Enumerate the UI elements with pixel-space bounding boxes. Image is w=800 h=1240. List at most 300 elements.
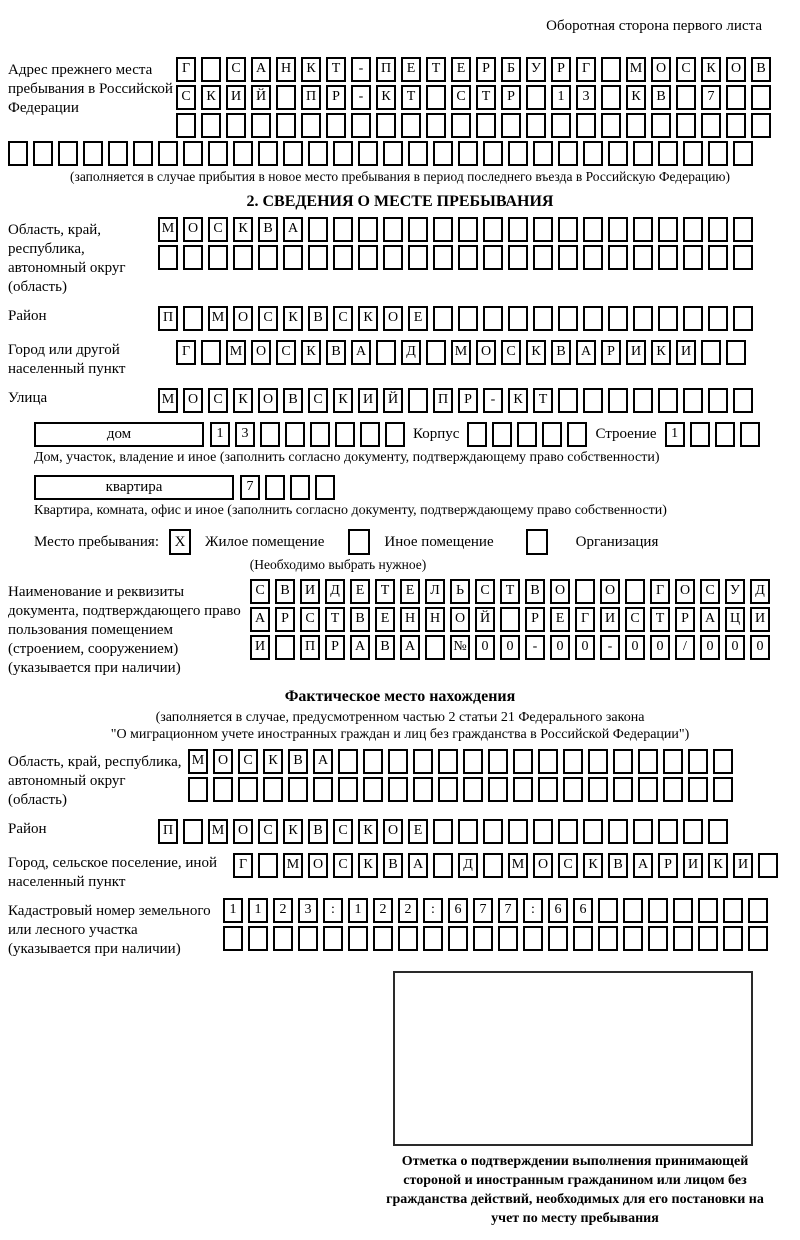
- char-cell[interactable]: [248, 926, 268, 951]
- char-cell[interactable]: [633, 388, 653, 413]
- char-cell[interactable]: 2: [373, 898, 393, 923]
- char-cell[interactable]: [492, 422, 512, 447]
- char-cell[interactable]: [376, 113, 396, 138]
- char-cell[interactable]: [663, 749, 683, 774]
- char-cell[interactable]: [448, 926, 468, 951]
- char-cell[interactable]: [683, 217, 703, 242]
- char-cell[interactable]: С: [501, 340, 521, 365]
- char-cell[interactable]: К: [233, 388, 253, 413]
- char-cell[interactable]: [183, 245, 203, 270]
- char-cell[interactable]: Н: [425, 607, 445, 632]
- char-cell[interactable]: [201, 340, 221, 365]
- char-cell[interactable]: [285, 422, 305, 447]
- char-cell[interactable]: [608, 217, 628, 242]
- char-cell[interactable]: 1: [348, 898, 368, 923]
- char-cell[interactable]: [583, 388, 603, 413]
- char-cell[interactable]: [651, 113, 671, 138]
- char-cell[interactable]: Й: [383, 388, 403, 413]
- char-cell[interactable]: [638, 777, 658, 802]
- char-cell[interactable]: [315, 475, 335, 500]
- char-cell[interactable]: [433, 141, 453, 166]
- char-cell[interactable]: М: [508, 853, 528, 878]
- char-cell[interactable]: С: [308, 388, 328, 413]
- char-cell[interactable]: [523, 926, 543, 951]
- char-cell[interactable]: 1: [248, 898, 268, 923]
- char-cell[interactable]: А: [408, 853, 428, 878]
- char-cell[interactable]: А: [400, 635, 420, 660]
- char-cell[interactable]: [476, 113, 496, 138]
- char-cell[interactable]: [613, 777, 633, 802]
- char-cell[interactable]: 0: [500, 635, 520, 660]
- char-cell[interactable]: [488, 749, 508, 774]
- char-cell[interactable]: [726, 340, 746, 365]
- char-cell[interactable]: С: [333, 853, 353, 878]
- char-cell[interactable]: [308, 141, 328, 166]
- char-cell[interactable]: В: [258, 217, 278, 242]
- char-cell[interactable]: [233, 141, 253, 166]
- char-cell[interactable]: Р: [601, 340, 621, 365]
- char-cell[interactable]: [423, 926, 443, 951]
- char-cell[interactable]: [473, 926, 493, 951]
- char-cell[interactable]: К: [333, 388, 353, 413]
- char-cell[interactable]: 1: [665, 422, 685, 447]
- char-cell[interactable]: [733, 245, 753, 270]
- char-cell[interactable]: М: [283, 853, 303, 878]
- char-cell[interactable]: [708, 141, 728, 166]
- char-cell[interactable]: 0: [475, 635, 495, 660]
- char-cell[interactable]: 1: [223, 898, 243, 923]
- char-cell[interactable]: Д: [458, 853, 478, 878]
- char-cell[interactable]: Д: [325, 579, 345, 604]
- char-cell[interactable]: В: [308, 306, 328, 331]
- char-cell[interactable]: Р: [326, 85, 346, 110]
- checkbox-zhiloe-pomeshchenie[interactable]: X: [169, 529, 191, 555]
- char-cell[interactable]: [733, 217, 753, 242]
- char-cell[interactable]: К: [301, 57, 321, 82]
- char-cell[interactable]: О: [258, 388, 278, 413]
- char-cell[interactable]: В: [275, 579, 295, 604]
- char-cell[interactable]: Г: [233, 853, 253, 878]
- char-cell[interactable]: [688, 749, 708, 774]
- char-cell[interactable]: [363, 777, 383, 802]
- char-cell[interactable]: [425, 635, 445, 660]
- char-cell[interactable]: [483, 853, 503, 878]
- char-cell[interactable]: [633, 245, 653, 270]
- char-cell[interactable]: К: [583, 853, 603, 878]
- char-cell[interactable]: [658, 819, 678, 844]
- char-cell[interactable]: -: [600, 635, 620, 660]
- char-cell[interactable]: [108, 141, 128, 166]
- char-cell[interactable]: [483, 245, 503, 270]
- char-cell[interactable]: [558, 141, 578, 166]
- char-cell[interactable]: 0: [725, 635, 745, 660]
- char-cell[interactable]: -: [351, 85, 371, 110]
- char-cell[interactable]: [708, 388, 728, 413]
- char-cell[interactable]: [508, 306, 528, 331]
- char-cell[interactable]: [583, 245, 603, 270]
- char-cell[interactable]: 2: [398, 898, 418, 923]
- char-cell[interactable]: И: [676, 340, 696, 365]
- char-cell[interactable]: Ь: [450, 579, 470, 604]
- char-cell[interactable]: [633, 141, 653, 166]
- char-cell[interactable]: О: [600, 579, 620, 604]
- char-cell[interactable]: [383, 141, 403, 166]
- char-cell[interactable]: Е: [350, 579, 370, 604]
- char-cell[interactable]: [483, 819, 503, 844]
- char-cell[interactable]: [583, 306, 603, 331]
- char-cell[interactable]: [608, 306, 628, 331]
- char-cell[interactable]: С: [276, 340, 296, 365]
- char-cell[interactable]: [483, 141, 503, 166]
- char-cell[interactable]: [373, 926, 393, 951]
- char-cell[interactable]: В: [283, 388, 303, 413]
- char-cell[interactable]: В: [525, 579, 545, 604]
- char-cell[interactable]: [751, 85, 771, 110]
- char-cell[interactable]: [183, 306, 203, 331]
- char-cell[interactable]: [188, 777, 208, 802]
- char-cell[interactable]: [183, 141, 203, 166]
- char-cell[interactable]: А: [700, 607, 720, 632]
- char-cell[interactable]: [326, 113, 346, 138]
- char-cell[interactable]: К: [283, 819, 303, 844]
- char-cell[interactable]: [265, 475, 285, 500]
- char-cell[interactable]: Е: [408, 306, 428, 331]
- char-cell[interactable]: [558, 217, 578, 242]
- char-cell[interactable]: О: [726, 57, 746, 82]
- char-cell[interactable]: [408, 217, 428, 242]
- char-cell[interactable]: [33, 141, 53, 166]
- char-cell[interactable]: [638, 749, 658, 774]
- char-cell[interactable]: В: [308, 819, 328, 844]
- char-cell[interactable]: [413, 749, 433, 774]
- char-cell[interactable]: К: [651, 340, 671, 365]
- char-cell[interactable]: [583, 141, 603, 166]
- char-cell[interactable]: О: [675, 579, 695, 604]
- char-cell[interactable]: [758, 853, 778, 878]
- char-cell[interactable]: [542, 422, 562, 447]
- char-cell[interactable]: О: [213, 749, 233, 774]
- char-cell[interactable]: [433, 306, 453, 331]
- char-cell[interactable]: П: [301, 85, 321, 110]
- char-cell[interactable]: [338, 777, 358, 802]
- char-cell[interactable]: [625, 579, 645, 604]
- char-cell[interactable]: [58, 141, 78, 166]
- char-cell[interactable]: [583, 217, 603, 242]
- char-cell[interactable]: К: [358, 853, 378, 878]
- char-cell[interactable]: 7: [701, 85, 721, 110]
- char-cell[interactable]: Д: [401, 340, 421, 365]
- char-cell[interactable]: 0: [650, 635, 670, 660]
- char-cell[interactable]: Е: [451, 57, 471, 82]
- char-cell[interactable]: [658, 306, 678, 331]
- char-cell[interactable]: К: [358, 819, 378, 844]
- char-cell[interactable]: И: [250, 635, 270, 660]
- char-cell[interactable]: [538, 749, 558, 774]
- char-cell[interactable]: [576, 113, 596, 138]
- checkbox-organizatsiya[interactable]: [526, 529, 548, 555]
- char-cell[interactable]: [608, 245, 628, 270]
- char-cell[interactable]: Т: [426, 57, 446, 82]
- char-cell[interactable]: Р: [476, 57, 496, 82]
- char-cell[interactable]: 1: [210, 422, 230, 447]
- char-cell[interactable]: -: [351, 57, 371, 82]
- char-cell[interactable]: С: [451, 85, 471, 110]
- char-cell[interactable]: [458, 245, 478, 270]
- char-cell[interactable]: Е: [401, 57, 421, 82]
- char-cell[interactable]: К: [526, 340, 546, 365]
- char-cell[interactable]: [633, 819, 653, 844]
- char-cell[interactable]: [363, 749, 383, 774]
- char-cell[interactable]: [323, 926, 343, 951]
- char-cell[interactable]: А: [633, 853, 653, 878]
- char-cell[interactable]: О: [476, 340, 496, 365]
- char-cell[interactable]: [623, 898, 643, 923]
- char-cell[interactable]: [601, 57, 621, 82]
- char-cell[interactable]: [500, 607, 520, 632]
- char-cell[interactable]: [648, 898, 668, 923]
- char-cell[interactable]: К: [708, 853, 728, 878]
- char-cell[interactable]: С: [300, 607, 320, 632]
- char-cell[interactable]: Н: [276, 57, 296, 82]
- char-cell[interactable]: [683, 306, 703, 331]
- char-cell[interactable]: [533, 217, 553, 242]
- char-cell[interactable]: С: [625, 607, 645, 632]
- char-cell[interactable]: [748, 898, 768, 923]
- char-cell[interactable]: С: [208, 217, 228, 242]
- char-cell[interactable]: О: [251, 340, 271, 365]
- char-cell[interactable]: [526, 85, 546, 110]
- char-cell[interactable]: [276, 85, 296, 110]
- char-cell[interactable]: П: [158, 819, 178, 844]
- char-cell[interactable]: [158, 141, 178, 166]
- char-cell[interactable]: [467, 422, 487, 447]
- char-cell[interactable]: [258, 853, 278, 878]
- char-cell[interactable]: [308, 245, 328, 270]
- char-cell[interactable]: Р: [551, 57, 571, 82]
- char-cell[interactable]: [501, 113, 521, 138]
- char-cell[interactable]: [385, 422, 405, 447]
- char-cell[interactable]: [663, 777, 683, 802]
- char-cell[interactable]: Д: [750, 579, 770, 604]
- char-cell[interactable]: [275, 635, 295, 660]
- char-cell[interactable]: -: [525, 635, 545, 660]
- char-cell[interactable]: [713, 749, 733, 774]
- char-cell[interactable]: [233, 245, 253, 270]
- char-cell[interactable]: [708, 217, 728, 242]
- char-cell[interactable]: [626, 113, 646, 138]
- char-cell[interactable]: [517, 422, 537, 447]
- char-cell[interactable]: Е: [408, 819, 428, 844]
- char-cell[interactable]: [458, 141, 478, 166]
- char-cell[interactable]: [223, 926, 243, 951]
- char-cell[interactable]: [613, 749, 633, 774]
- char-cell[interactable]: [276, 113, 296, 138]
- char-cell[interactable]: [513, 777, 533, 802]
- char-cell[interactable]: [733, 306, 753, 331]
- char-cell[interactable]: 1: [551, 85, 571, 110]
- char-cell[interactable]: В: [375, 635, 395, 660]
- char-cell[interactable]: С: [676, 57, 696, 82]
- char-cell[interactable]: [213, 777, 233, 802]
- char-cell[interactable]: О: [233, 819, 253, 844]
- char-cell[interactable]: [508, 819, 528, 844]
- char-cell[interactable]: [433, 245, 453, 270]
- char-cell[interactable]: :: [523, 898, 543, 923]
- char-cell[interactable]: [201, 57, 221, 82]
- char-cell[interactable]: С: [258, 306, 278, 331]
- char-cell[interactable]: [388, 777, 408, 802]
- char-cell[interactable]: К: [201, 85, 221, 110]
- char-cell[interactable]: [358, 141, 378, 166]
- char-cell[interactable]: 6: [573, 898, 593, 923]
- char-cell[interactable]: О: [651, 57, 671, 82]
- char-cell[interactable]: Г: [575, 607, 595, 632]
- char-cell[interactable]: [288, 777, 308, 802]
- char-cell[interactable]: 6: [548, 898, 568, 923]
- char-cell[interactable]: Й: [475, 607, 495, 632]
- char-cell[interactable]: [551, 113, 571, 138]
- char-cell[interactable]: [488, 777, 508, 802]
- char-cell[interactable]: И: [683, 853, 703, 878]
- char-cell[interactable]: И: [733, 853, 753, 878]
- char-cell[interactable]: Т: [500, 579, 520, 604]
- char-cell[interactable]: [683, 388, 703, 413]
- char-cell[interactable]: [726, 85, 746, 110]
- char-cell[interactable]: П: [158, 306, 178, 331]
- char-cell[interactable]: [208, 141, 228, 166]
- char-cell[interactable]: [388, 749, 408, 774]
- char-cell[interactable]: К: [233, 217, 253, 242]
- char-cell[interactable]: [298, 926, 318, 951]
- char-cell[interactable]: [258, 245, 278, 270]
- char-cell[interactable]: [601, 113, 621, 138]
- char-cell[interactable]: [533, 141, 553, 166]
- char-cell[interactable]: [533, 819, 553, 844]
- char-cell[interactable]: Н: [400, 607, 420, 632]
- char-cell[interactable]: О: [308, 853, 328, 878]
- char-cell[interactable]: Г: [176, 57, 196, 82]
- char-cell[interactable]: [333, 217, 353, 242]
- char-cell[interactable]: [723, 926, 743, 951]
- char-cell[interactable]: [751, 113, 771, 138]
- char-cell[interactable]: О: [533, 853, 553, 878]
- char-cell[interactable]: [567, 422, 587, 447]
- char-cell[interactable]: П: [433, 388, 453, 413]
- char-cell[interactable]: Р: [658, 853, 678, 878]
- char-cell[interactable]: [633, 217, 653, 242]
- char-cell[interactable]: [538, 777, 558, 802]
- char-cell[interactable]: 3: [576, 85, 596, 110]
- char-cell[interactable]: А: [351, 340, 371, 365]
- char-cell[interactable]: 3: [298, 898, 318, 923]
- char-cell[interactable]: Р: [275, 607, 295, 632]
- char-cell[interactable]: [558, 819, 578, 844]
- char-cell[interactable]: [608, 141, 628, 166]
- char-cell[interactable]: [426, 113, 446, 138]
- char-cell[interactable]: /: [675, 635, 695, 660]
- char-cell[interactable]: И: [358, 388, 378, 413]
- char-cell[interactable]: Й: [251, 85, 271, 110]
- char-cell[interactable]: Ц: [725, 607, 745, 632]
- char-cell[interactable]: С: [250, 579, 270, 604]
- char-cell[interactable]: [8, 141, 28, 166]
- char-cell[interactable]: В: [651, 85, 671, 110]
- char-cell[interactable]: О: [183, 388, 203, 413]
- char-cell[interactable]: [673, 926, 693, 951]
- char-cell[interactable]: [408, 388, 428, 413]
- char-cell[interactable]: [463, 777, 483, 802]
- char-cell[interactable]: [558, 388, 578, 413]
- char-cell[interactable]: И: [226, 85, 246, 110]
- char-cell[interactable]: Р: [675, 607, 695, 632]
- char-cell[interactable]: [413, 777, 433, 802]
- char-cell[interactable]: [348, 926, 368, 951]
- char-cell[interactable]: [575, 579, 595, 604]
- char-cell[interactable]: [335, 422, 355, 447]
- char-cell[interactable]: А: [313, 749, 333, 774]
- char-cell[interactable]: Т: [325, 607, 345, 632]
- char-cell[interactable]: [588, 749, 608, 774]
- char-cell[interactable]: [726, 113, 746, 138]
- char-cell[interactable]: [688, 777, 708, 802]
- char-cell[interactable]: Г: [576, 57, 596, 82]
- char-cell[interactable]: [351, 113, 371, 138]
- char-cell[interactable]: [713, 777, 733, 802]
- char-cell[interactable]: И: [300, 579, 320, 604]
- char-cell[interactable]: У: [725, 579, 745, 604]
- char-cell[interactable]: М: [158, 388, 178, 413]
- char-cell[interactable]: [648, 926, 668, 951]
- char-cell[interactable]: [508, 245, 528, 270]
- char-cell[interactable]: [573, 926, 593, 951]
- char-cell[interactable]: -: [483, 388, 503, 413]
- char-cell[interactable]: Г: [176, 340, 196, 365]
- char-cell[interactable]: В: [350, 607, 370, 632]
- char-cell[interactable]: [158, 245, 178, 270]
- char-cell[interactable]: М: [208, 306, 228, 331]
- char-cell[interactable]: [548, 926, 568, 951]
- char-cell[interactable]: [526, 113, 546, 138]
- char-cell[interactable]: О: [233, 306, 253, 331]
- char-cell[interactable]: А: [576, 340, 596, 365]
- char-cell[interactable]: И: [600, 607, 620, 632]
- char-cell[interactable]: О: [550, 579, 570, 604]
- char-cell[interactable]: [433, 217, 453, 242]
- char-cell[interactable]: [508, 141, 528, 166]
- char-cell[interactable]: Б: [501, 57, 521, 82]
- char-cell[interactable]: [408, 245, 428, 270]
- char-cell[interactable]: [748, 926, 768, 951]
- char-cell[interactable]: [83, 141, 103, 166]
- char-cell[interactable]: В: [751, 57, 771, 82]
- char-cell[interactable]: [673, 898, 693, 923]
- char-cell[interactable]: [608, 819, 628, 844]
- char-cell[interactable]: [258, 141, 278, 166]
- char-cell[interactable]: С: [238, 749, 258, 774]
- char-cell[interactable]: [498, 926, 518, 951]
- char-cell[interactable]: [508, 217, 528, 242]
- char-cell[interactable]: [533, 245, 553, 270]
- char-cell[interactable]: 7: [473, 898, 493, 923]
- char-cell[interactable]: 0: [625, 635, 645, 660]
- char-cell[interactable]: М: [208, 819, 228, 844]
- char-cell[interactable]: [733, 141, 753, 166]
- char-cell[interactable]: С: [700, 579, 720, 604]
- char-cell[interactable]: Т: [375, 579, 395, 604]
- char-cell[interactable]: [438, 777, 458, 802]
- char-cell[interactable]: :: [423, 898, 443, 923]
- char-cell[interactable]: [176, 113, 196, 138]
